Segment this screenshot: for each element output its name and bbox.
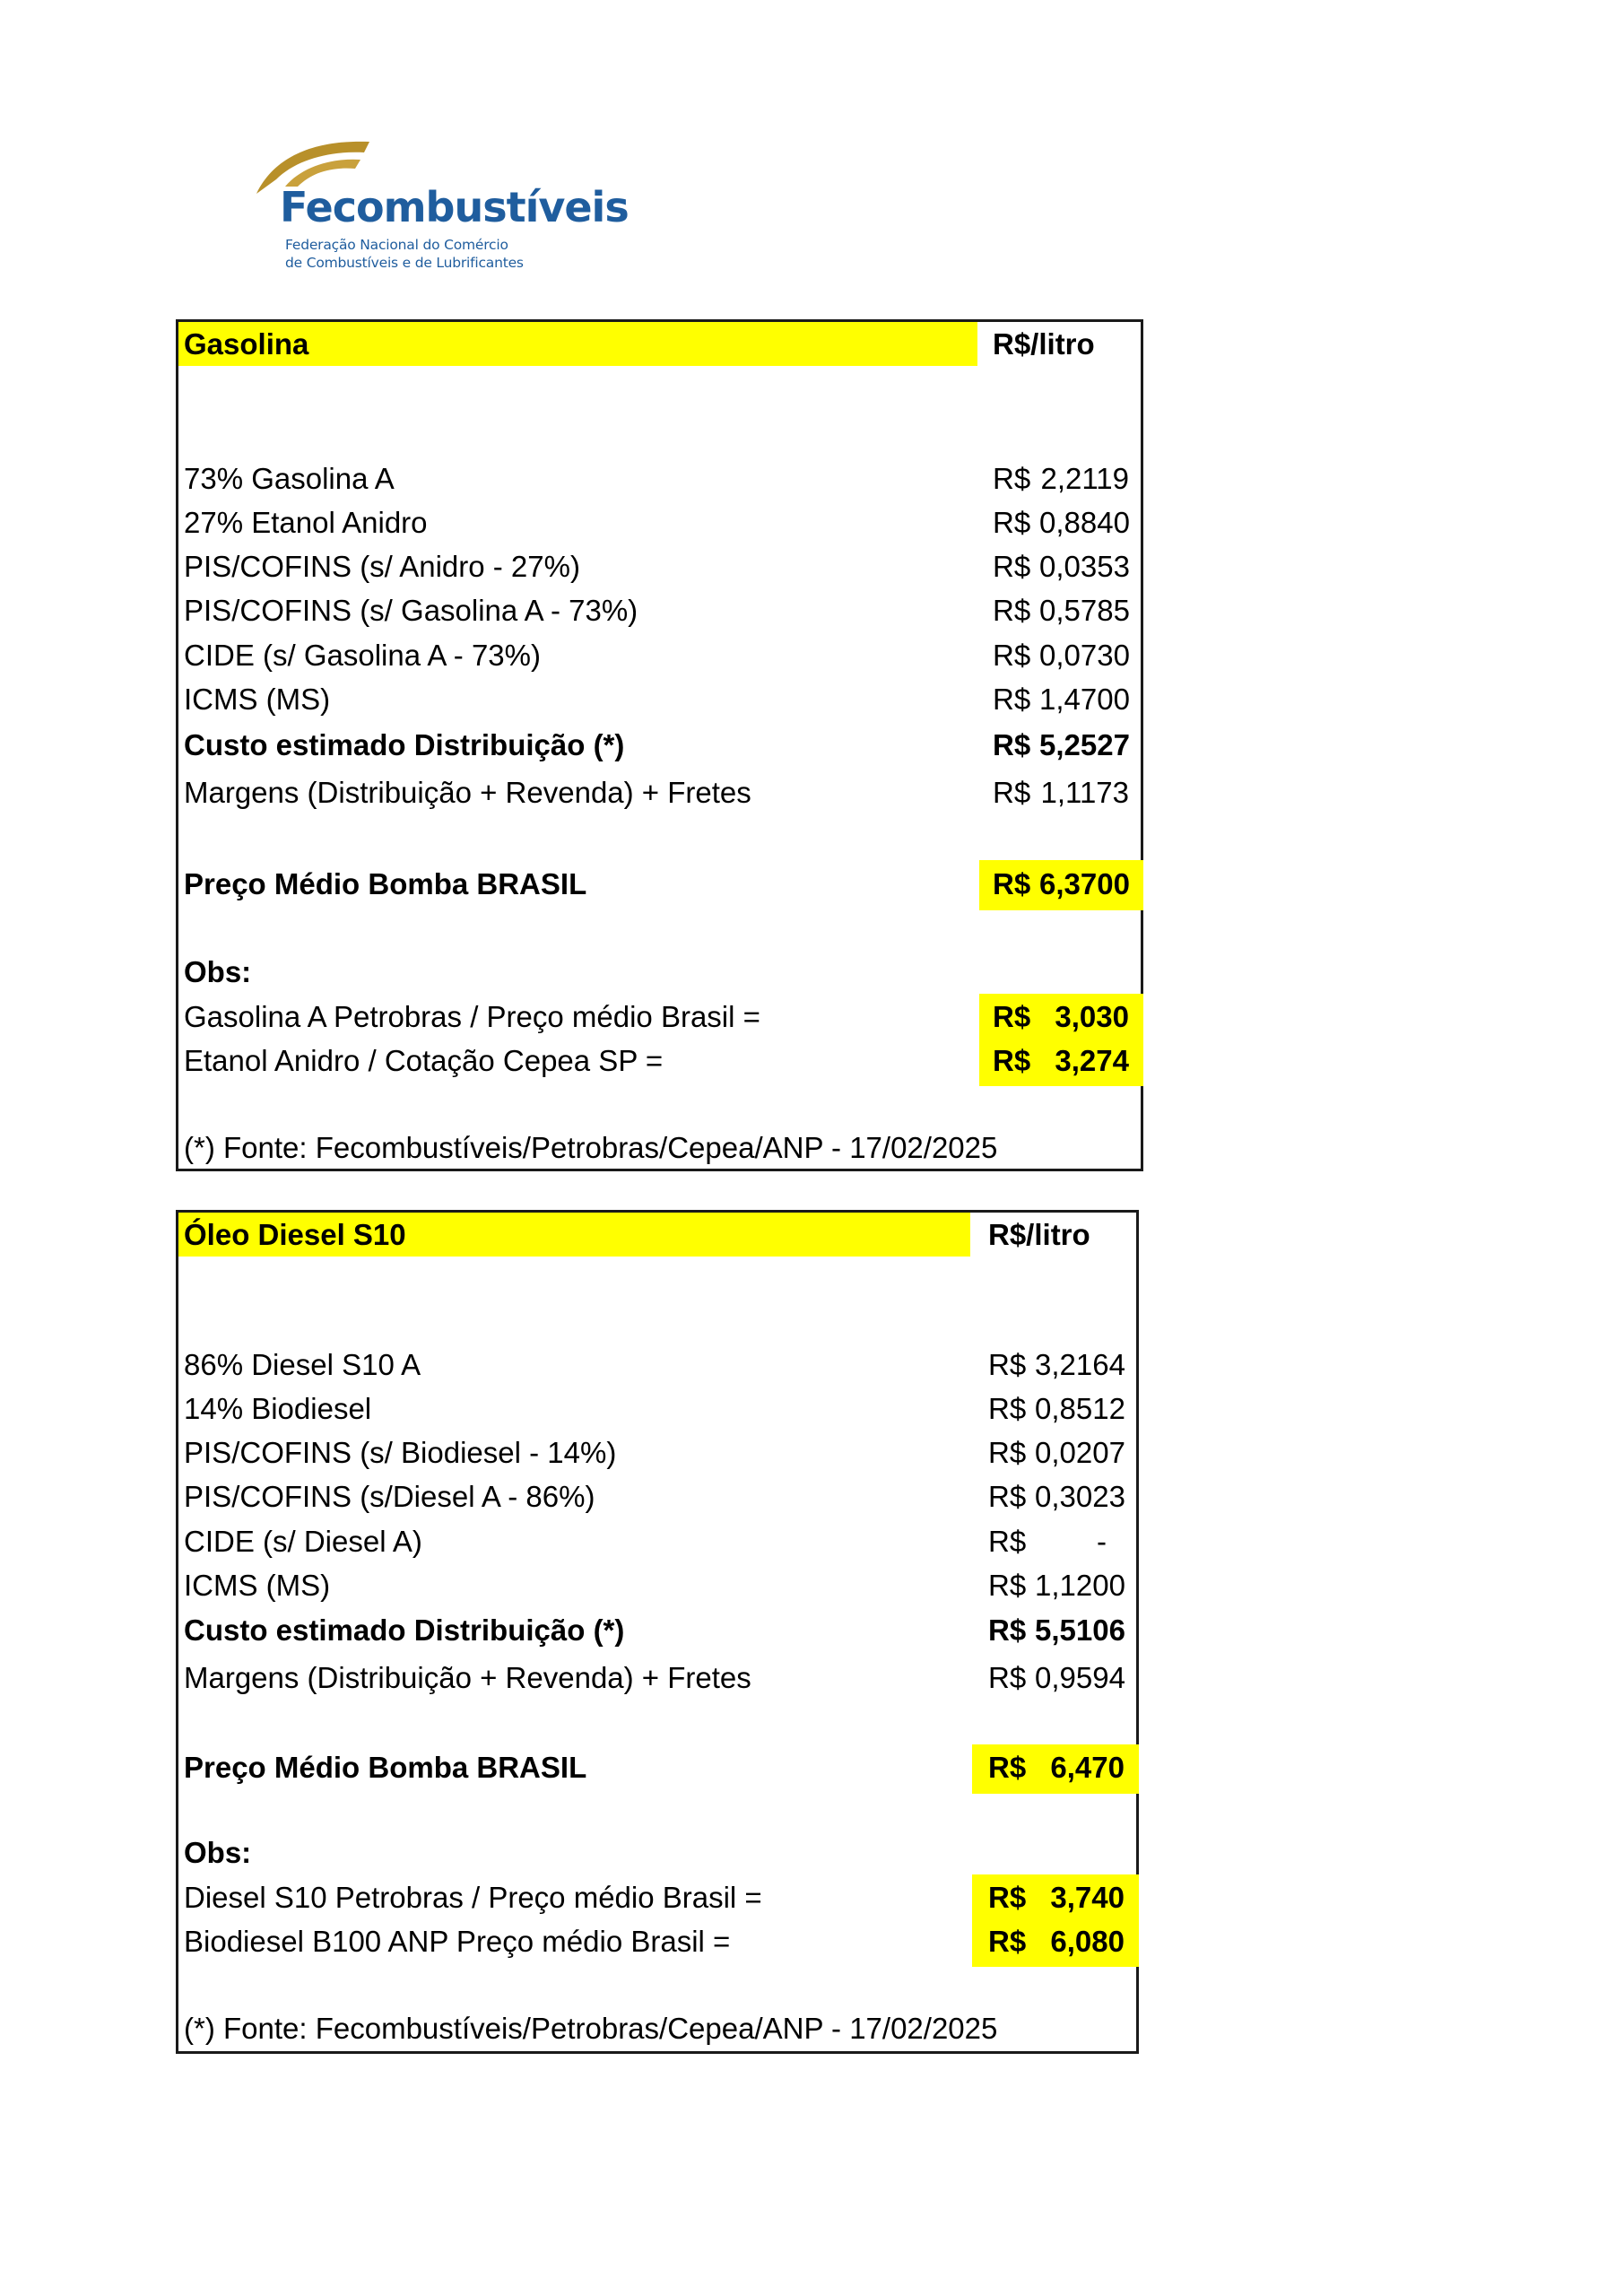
row-label: Custo estimado Distribuição (*) xyxy=(184,1613,625,1647)
table-row xyxy=(178,546,1141,587)
row-label: CIDE (s/ Diesel A) xyxy=(184,1525,422,1558)
table-row xyxy=(178,679,1141,720)
row-label: Margens (Distribuição + Revenda) + Fretes xyxy=(184,776,751,809)
table-row xyxy=(178,635,1141,676)
row-value: 0,9594 xyxy=(1035,1661,1125,1694)
obs-row-value: 3,030 xyxy=(1055,1000,1129,1033)
row-label: PIS/COFINS (s/ Gasolina A - 73%) xyxy=(184,594,638,627)
price-row xyxy=(178,864,1141,905)
row-value: 0,0730 xyxy=(1039,639,1130,672)
table-row-subtotal xyxy=(178,725,1141,766)
obs-row-label: Diesel S10 Petrobras / Preço médio Brasil = xyxy=(184,1881,762,1914)
row-currency: R$ xyxy=(988,1525,1027,1558)
obs-row-value: 3,740 xyxy=(1050,1881,1125,1914)
row-value: - xyxy=(1097,1525,1107,1558)
row-label: Margens (Distribuição + Revenda) + Fretes xyxy=(184,1661,751,1694)
row-currency: R$ xyxy=(993,462,1031,495)
row-value: 0,3023 xyxy=(1035,1480,1125,1513)
logo-subtitle-line2: de Combustíveis e de Lubrificantes xyxy=(285,255,524,271)
price-currency: R$ xyxy=(993,867,1031,900)
price-value: 6,3700 xyxy=(1039,867,1130,900)
obs-row-value: 6,080 xyxy=(1050,1925,1125,1958)
row-currency: R$ xyxy=(988,1613,1027,1647)
row-currency: R$ xyxy=(993,639,1031,672)
row-label: 14% Biodiesel xyxy=(184,1392,372,1425)
table-row xyxy=(178,590,1141,631)
row-label: PIS/COFINS (s/ Biodiesel - 14%) xyxy=(184,1436,617,1469)
obs-row xyxy=(178,996,1141,1038)
row-currency: R$ xyxy=(988,1348,1027,1381)
row-currency: R$ xyxy=(993,550,1031,583)
table-title: Óleo Diesel S10 xyxy=(184,1218,406,1251)
row-value: 3,2164 xyxy=(1035,1348,1125,1381)
row-value: 0,0207 xyxy=(1035,1436,1125,1469)
obs-label: Obs: xyxy=(184,1836,252,1869)
obs-label: Obs: xyxy=(184,955,252,988)
row-value: 0,8512 xyxy=(1035,1392,1125,1425)
row-label: Custo estimado Distribuição (*) xyxy=(184,728,625,761)
table-row xyxy=(178,1476,1136,1518)
row-value: 0,5785 xyxy=(1039,594,1130,627)
obs-row-currency: R$ xyxy=(988,1925,1027,1958)
table-row xyxy=(178,502,1141,544)
diesel-table xyxy=(176,1210,1139,2054)
obs-row-currency: R$ xyxy=(988,1881,1027,1914)
obs-row xyxy=(178,1040,1141,1082)
row-currency: R$ xyxy=(988,1661,1027,1694)
obs-row xyxy=(178,1921,1136,1962)
price-row xyxy=(178,1747,1136,1788)
obs-heading xyxy=(178,952,1141,993)
obs-row-value: 3,274 xyxy=(1055,1044,1129,1077)
table-title: Gasolina xyxy=(184,327,309,361)
table-row xyxy=(178,1344,1136,1386)
unit-header: R$/litro xyxy=(988,1218,1090,1251)
row-value: 5,5106 xyxy=(1035,1613,1125,1647)
source-text: (*) Fonte: Fecombustíveis/Petrobras/Cepea/ANP - 17/02/2025 xyxy=(184,1131,998,1164)
obs-row-currency: R$ xyxy=(993,1044,1031,1077)
logo-name: Fecombustíveis xyxy=(280,183,629,231)
row-currency: R$ xyxy=(993,683,1031,716)
gasolina-table xyxy=(176,319,1143,1171)
row-label: CIDE (s/ Gasolina A - 73%) xyxy=(184,639,541,672)
source-text: (*) Fonte: Fecombustíveis/Petrobras/Cepea/ANP - 17/02/2025 xyxy=(184,2012,998,2045)
row-currency: R$ xyxy=(993,594,1031,627)
table-row xyxy=(178,1432,1136,1474)
row-currency: R$ xyxy=(988,1480,1027,1513)
row-label: PIS/COFINS (s/ Anidro - 27%) xyxy=(184,550,580,583)
fecombustiveis-logo xyxy=(249,135,644,278)
obs-row-label: Biodiesel B100 ANP Preço médio Brasil = xyxy=(184,1925,731,1958)
row-label: ICMS (MS) xyxy=(184,683,331,716)
table-row xyxy=(178,1657,1136,1699)
row-label: PIS/COFINS (s/Diesel A - 86%) xyxy=(184,1480,595,1513)
row-currency: R$ xyxy=(988,1436,1027,1469)
obs-row-label: Gasolina A Petrobras / Preço médio Brasil = xyxy=(184,1000,760,1033)
row-value: 0,8840 xyxy=(1039,506,1130,539)
source-note xyxy=(178,2008,1136,2049)
price-label: Preço Médio Bomba BRASIL xyxy=(184,867,587,900)
obs-heading xyxy=(178,1832,1136,1874)
row-value: 1,1173 xyxy=(1040,776,1129,809)
row-value: 1,4700 xyxy=(1039,683,1130,716)
row-value: 2,2119 xyxy=(1040,462,1129,495)
table-row xyxy=(178,458,1141,500)
row-currency: R$ xyxy=(993,728,1031,761)
logo-subtitle-line1: Federação Nacional do Comércio xyxy=(285,237,508,253)
unit-header: R$/litro xyxy=(993,327,1095,361)
table-row xyxy=(178,1521,1136,1562)
source-note xyxy=(178,1127,1141,1169)
row-value: 0,0353 xyxy=(1039,550,1130,583)
price-value: 6,470 xyxy=(1050,1751,1125,1784)
table-row xyxy=(178,1388,1136,1430)
row-currency: R$ xyxy=(993,776,1031,809)
row-currency: R$ xyxy=(993,506,1031,539)
row-label: 86% Diesel S10 A xyxy=(184,1348,421,1381)
row-label: ICMS (MS) xyxy=(184,1569,331,1602)
row-currency: R$ xyxy=(988,1392,1027,1425)
price-label: Preço Médio Bomba BRASIL xyxy=(184,1751,587,1784)
obs-row xyxy=(178,1877,1136,1918)
price-currency: R$ xyxy=(988,1751,1027,1784)
table-row-subtotal xyxy=(178,1610,1136,1651)
row-label: 27% Etanol Anidro xyxy=(184,506,428,539)
row-currency: R$ xyxy=(988,1569,1027,1602)
row-value: 1,1200 xyxy=(1035,1569,1125,1602)
table-row xyxy=(178,1565,1136,1606)
row-label: 73% Gasolina A xyxy=(184,462,395,495)
table-row xyxy=(178,772,1141,813)
row-value: 5,2527 xyxy=(1039,728,1130,761)
obs-row-currency: R$ xyxy=(993,1000,1031,1033)
obs-row-label: Etanol Anidro / Cotação Cepea SP = xyxy=(184,1044,664,1077)
